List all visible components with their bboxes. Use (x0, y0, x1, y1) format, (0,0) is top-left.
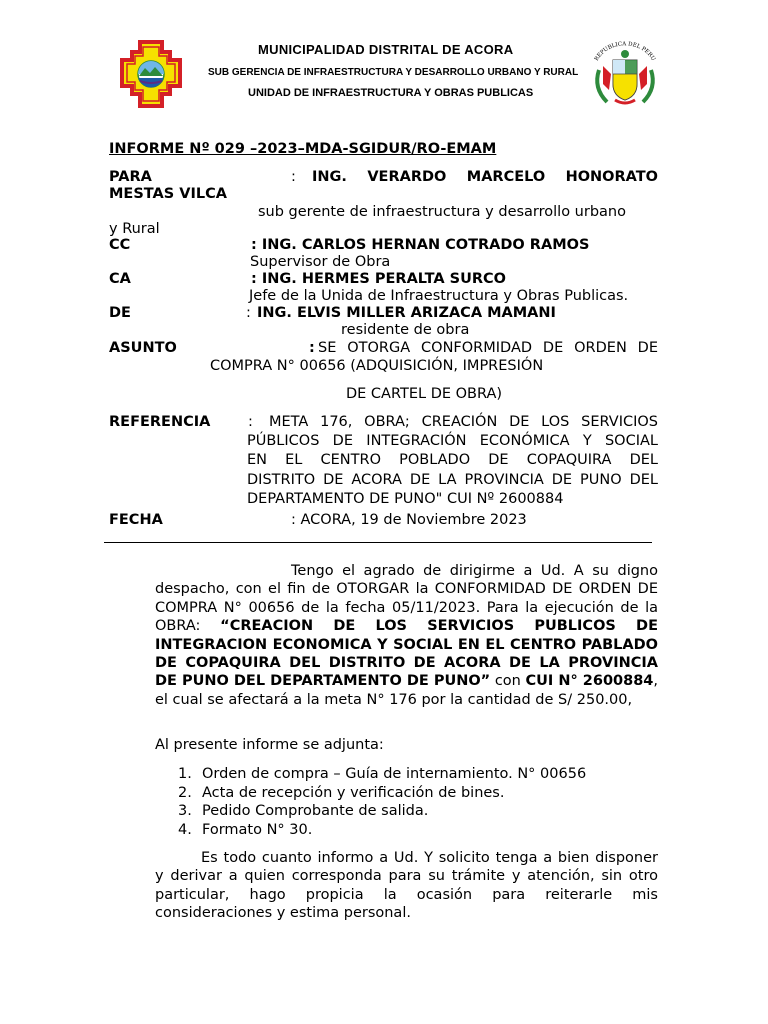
list-item-text: Formato N° 30. (202, 821, 313, 838)
de-colon: : (246, 305, 251, 321)
header-subtitle-infraestructura: SUB GERENCIA DE INFRAESTRUCTURA Y DESARROLLO URBANO Y RURAL (208, 67, 579, 78)
para-label: PARA (109, 169, 152, 185)
asunto-label: ASUNTO (109, 340, 177, 356)
referencia-line5: DEPARTAMENTO DE PUNO" CUI Nº 2600884 (247, 491, 564, 507)
asunto-line3: DE CARTEL DE OBRA) (346, 386, 503, 402)
referencia-colon: : (248, 414, 253, 430)
asunto-colon: : (309, 340, 315, 356)
list-item-number: 2. (178, 784, 192, 801)
municipal-emblem-logo (114, 40, 188, 110)
informe-number: INFORME Nº 029 –2023–MDA-SGIDUR/RO-EMAM (109, 141, 497, 157)
fecha-label: FECHA (109, 512, 163, 528)
body-text-meta: , el cual se afectará a la meta N° 176 por la cantidad de S/ 250.00, (155, 673, 659, 708)
referencia-line4: DISTRITO DE ACORA DE LA PROVINCIA DE PUNO DEL (247, 472, 658, 488)
cc-name: : ING. CARLOS HERNAN COTRADO RAMOS (251, 237, 590, 253)
body-cui: CUI N° 2600884 (525, 673, 654, 690)
list-item-text: Acta de recepción y verificación de bines. (202, 784, 505, 801)
list-item-text: Orden de compra – Guía de internamiento. N° 00656 (202, 766, 587, 782)
para-role-line1: sub gerente de infraestructura y desarrollo urbano (258, 204, 626, 220)
svg-text:REPUBLICA DEL PERU: REPUBLICA DEL PERU (593, 41, 657, 63)
body-paragraph-conformidad (155, 562, 658, 709)
body-text-intro: Tengo el agrado de dirigirme a Ud. A su digno despacho, con el fin de OTORGAR la CONFORMIDAD DE ORDEN DE COMPRA N° 00656 de la fecha 05/11/2023. Para la ejecución de la OBRA: (155, 563, 658, 635)
asunto-line2: COMPRA N° 00656 (ADQUISICIÓN, IMPRESIÓN (210, 358, 544, 374)
fecha-value: : ACORA, 19 de Noviembre 2023 (291, 512, 527, 528)
ca-name: : ING. HERMES PERALTA SURCO (251, 271, 507, 287)
header-subtitle-unidad: UNIDAD DE INFRAESTRUCTURA Y OBRAS PUBLICAS (248, 87, 534, 99)
list-item (178, 765, 586, 784)
de-label: DE (109, 305, 131, 321)
peru-coat-of-arms-seal (589, 40, 661, 110)
list-item-number: 3. (178, 803, 192, 820)
de-role: residente de obra (341, 322, 470, 338)
ca-label: CA (109, 271, 131, 287)
body-obra-name: “CREACION DE LOS SERVICIOS PUBLICOS DE INTEGRACION ECONOMICA Y SOCIAL EN EL CENTRO PABLADO DE COPAQUIRA DEL DISTRITO DE ACORA DE LA PROVINCIA DE PUNO DEL DEPARTAMENTO DE PUNO” (155, 618, 658, 690)
para-colon: : (291, 169, 296, 185)
para-name-line2: MESTAS VILCA (109, 186, 227, 202)
closing-text: Es todo cuanto informo a Ud. Y solicito tenga a bien disponer y derivar a quien corresponda para su trámite y atención, sin otro particular, hago propicia la ocasión para reiterarle mis consideraciones y estima personal. (155, 850, 658, 922)
attachments-intro: Al presente informe se adjunta: (155, 737, 384, 753)
attachments-list (178, 765, 586, 839)
list-item (178, 802, 586, 821)
referencia-label: REFERENCIA (109, 414, 211, 430)
closing-paragraph (155, 849, 658, 923)
referencia-line1: META 176, OBRA; CREACIÓN DE LOS SERVICIOS (269, 414, 658, 430)
list-item (178, 784, 586, 803)
cc-role: Supervisor de Obra (250, 254, 391, 270)
para-name-line1: ING. VERARDO MARCELO HONORATO (312, 169, 658, 185)
referencia-line3: EN EL CENTRO POBLADO DE COPAQUIRA DEL (247, 452, 658, 468)
de-name: ING. ELVIS MILLER ARIZACA MAMANI (257, 305, 556, 321)
ca-role: Jefe de la Unida de Infraestructura y Obras Publicas. (249, 288, 629, 304)
referencia-line2: PÚBLICOS DE INTEGRACIÓN ECONÓMICA Y SOCIAL (247, 433, 658, 449)
asunto-line1: SE OTORGA CONFORMIDAD DE ORDEN DE (318, 340, 658, 356)
list-item-text: Pedido Comprobante de salida. (202, 803, 429, 820)
list-item-number: 1. (178, 766, 192, 782)
list-item-number: 4. (178, 821, 192, 838)
header-separator-line (104, 542, 652, 543)
header-title: MUNICIPALIDAD DISTRITAL DE ACORA (258, 42, 514, 57)
para-role-line2: y Rural (109, 221, 160, 237)
body-text-con: con (490, 673, 526, 690)
list-item (178, 821, 586, 840)
cc-label: CC (109, 237, 131, 253)
